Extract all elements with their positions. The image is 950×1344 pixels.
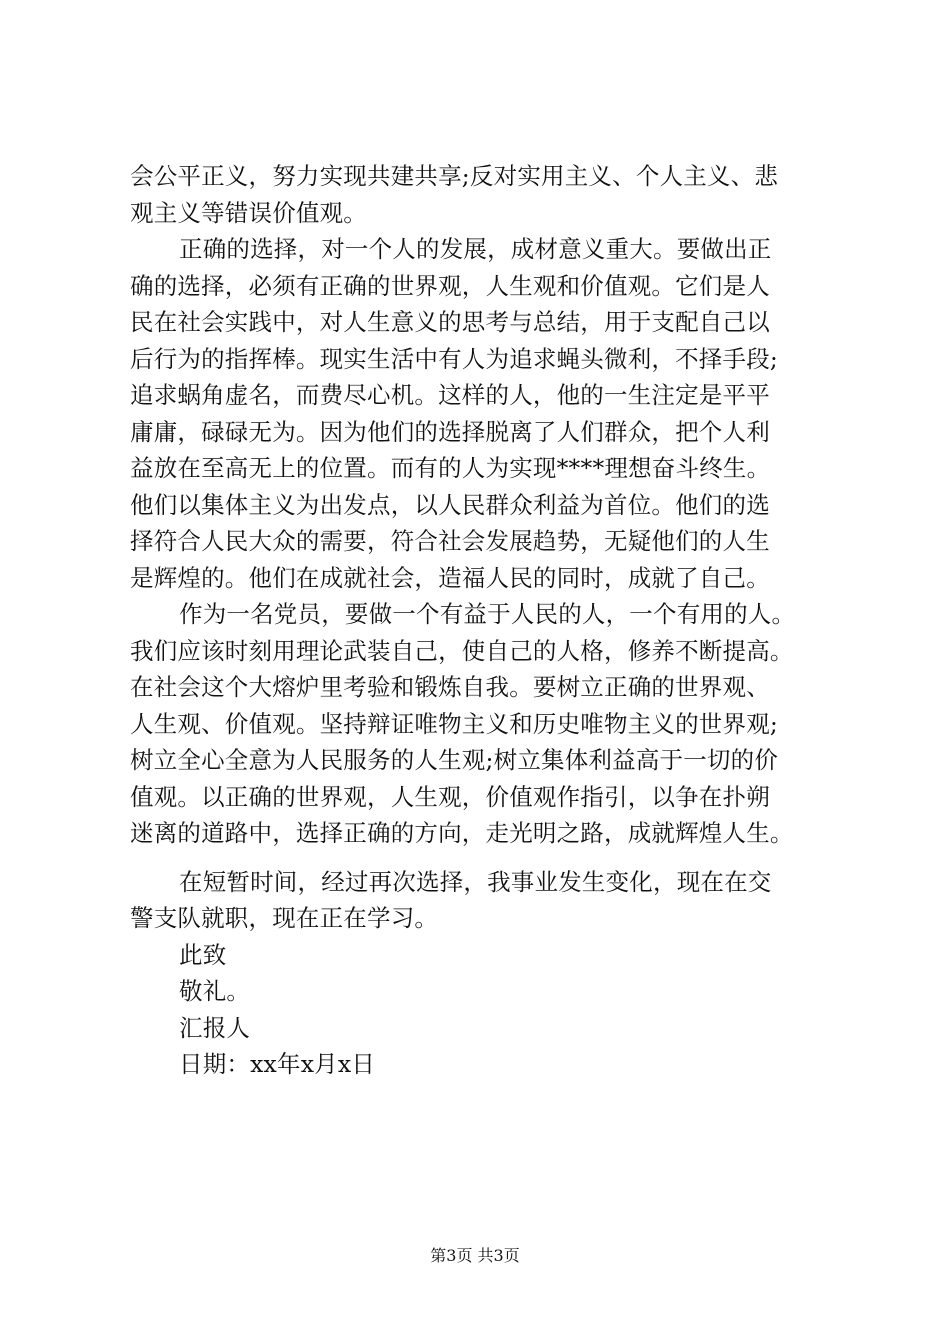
paragraph-start-line: 在短暂时间，经过再次选择，我事业发生变化，现在在交 (179, 867, 772, 896)
closing-salutation: 此致 (179, 940, 227, 969)
text-line: 益放在至高无上的位置。而有的人为实现****理想奋斗终生。 (130, 454, 771, 482)
text-line: 观主义等错误价值观。 (130, 198, 367, 227)
text-line: 树立全心全意为人民服务的人生观;树立集体利益高于一切的价 (130, 746, 779, 774)
document-body (130, 158, 830, 1083)
text-line: 择符合人民大众的需要，符合社会发展趋势，无疑他们的人生 (130, 527, 770, 555)
text-line: 后行为的指挥棒。现实生活中有人为追求蝇头微利，不择手段; (130, 344, 779, 373)
text-line: 民在社会实践中，对人生意义的思考与总结，用于支配自己以 (130, 308, 770, 336)
paragraph-gap (130, 852, 830, 864)
text-line: 庸庸，碌碌无为。因为他们的选择脱离了人们群众，把个人利 (130, 417, 770, 446)
closing-regards: 敬礼。 (179, 977, 251, 1005)
text-line: 迷离的道路中，选择正确的方向，走光明之路，成就辉煌人生。 (130, 819, 794, 847)
text-line: 我们应该时刻用理论武装自己，使自己的人格，修养不断提高。 (130, 636, 794, 665)
text-line: 是辉煌的。他们在成就社会，造福人民的同时，成就了自己。 (130, 563, 770, 592)
text-line: 会公平正义，努力实现共建共享;反对实用主义、个人主义、悲 (130, 162, 779, 190)
text-line: 人生观、价值观。坚持辩证唯物主义和历史唯物主义的世界观; (130, 709, 779, 738)
text-line: 值观。以正确的世界观，人生观，价值观作指引，以争在扑朔 (130, 782, 770, 811)
paragraph-start-line: 作为一名党员，要做一个有益于人民的人，一个有用的人。 (179, 600, 796, 628)
text-line: 在社会这个大熔炉里考验和锻炼自我。要树立正确的世界观、 (130, 673, 770, 701)
signature-label: 汇报人 (179, 1013, 251, 1042)
text-line: 追求蜗角虚名，而费尽心机。这样的人，他的一生注定是平平 (130, 381, 770, 409)
paragraph-start-line: 正确的选择，对一个人的发展，成材意义重大。要做出正 (179, 235, 772, 263)
page-number-footer: 第3页 共3页 (430, 1246, 520, 1265)
text-line: 确的选择，必须有正确的世界观，人生观和价值观。它们是人 (130, 271, 770, 300)
text-line: 警支队就职，现在正在学习。 (130, 904, 439, 932)
date-line: 日期：xx年x月x日 (179, 1050, 376, 1078)
text-line: 他们以集体主义为出发点，以人民群众利益为首位。他们的选 (130, 490, 770, 519)
